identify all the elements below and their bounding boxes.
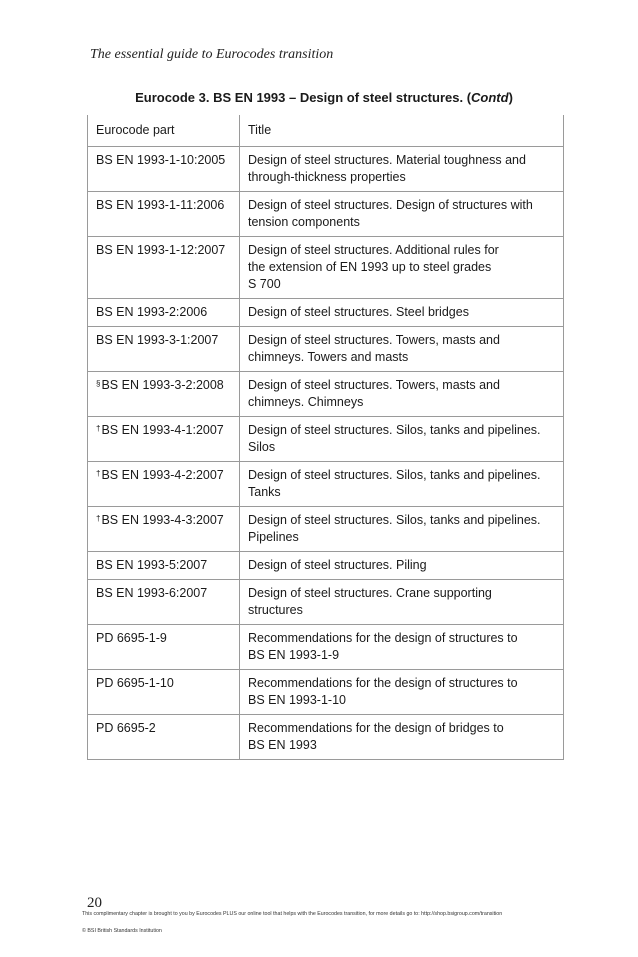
title-line: Design of steel structures. Piling <box>248 558 427 572</box>
cell-title <box>240 670 564 715</box>
title-line: Design of steel structures. Towers, masts and <box>248 378 500 392</box>
cell-eurocode-part <box>88 417 240 462</box>
eurocode-parts-table <box>87 115 564 760</box>
table-row <box>88 462 564 507</box>
footnote-mark: † <box>96 469 101 478</box>
part-code: BS EN 1993-3-1:2007 <box>96 333 219 347</box>
footnote-mark: † <box>96 424 101 433</box>
cell-eurocode-part <box>88 237 240 299</box>
title-line: Design of steel structures. Steel bridges <box>248 305 469 319</box>
title-line: the extension of EN 1993 up to steel grades <box>248 260 492 274</box>
header-title: Title <box>240 115 564 147</box>
table-caption <box>0 90 638 105</box>
table-row <box>88 372 564 417</box>
table-row <box>88 670 564 715</box>
part-code: PD 6695-2 <box>96 721 156 735</box>
part-code: BS EN 1993-2:2006 <box>96 305 208 319</box>
part-code: BS EN 1993-3-2:2008 <box>101 378 224 392</box>
cell-title <box>240 299 564 327</box>
title-line: Pipelines <box>248 530 299 544</box>
table-row <box>88 192 564 237</box>
table-row <box>88 625 564 670</box>
title-line: S 700 <box>248 277 281 291</box>
copyright-notice: © BSI British Standards Institution <box>82 928 162 934</box>
cell-title <box>240 237 564 299</box>
title-line: Recommendations for the design of bridges to <box>248 721 504 735</box>
title-line: Design of steel structures. Material toughness and <box>248 153 526 167</box>
title-line: Silos <box>248 440 276 454</box>
header-eurocode-part: Eurocode part <box>88 115 240 147</box>
title-line: through-thickness properties <box>248 170 406 184</box>
title-line: chimneys. Chimneys <box>248 395 364 409</box>
table-row <box>88 580 564 625</box>
title-line: Recommendations for the design of structures to <box>248 631 518 645</box>
cell-eurocode-part <box>88 462 240 507</box>
part-code: BS EN 1993-1-12:2007 <box>96 243 226 257</box>
table-row <box>88 552 564 580</box>
part-code: BS EN 1993-6:2007 <box>96 586 208 600</box>
cell-eurocode-part <box>88 147 240 192</box>
cell-title <box>240 715 564 760</box>
title-line: BS EN 1993-1-10 <box>248 693 346 707</box>
title-line: Design of steel structures. Silos, tanks and pipelines. <box>248 423 541 437</box>
title-line: Tanks <box>248 485 281 499</box>
cell-title <box>240 327 564 372</box>
title-line: Design of steel structures. Crane supporting <box>248 586 492 600</box>
part-code: BS EN 1993-5:2007 <box>96 558 208 572</box>
title-line: Recommendations for the design of structures to <box>248 676 518 690</box>
cell-eurocode-part <box>88 327 240 372</box>
title-line: Design of steel structures. Silos, tanks and pipelines. <box>248 468 541 482</box>
title-line: Design of steel structures. Design of structures with <box>248 198 533 212</box>
cell-eurocode-part <box>88 372 240 417</box>
cell-title <box>240 372 564 417</box>
page-number: 20 <box>87 895 102 911</box>
caption-italic: Contd <box>471 90 509 105</box>
table-row <box>88 715 564 760</box>
part-code: BS EN 1993-1-11:2006 <box>96 198 225 212</box>
cell-title <box>240 507 564 552</box>
cell-eurocode-part <box>88 670 240 715</box>
caption-tail: ) <box>508 90 513 105</box>
title-line: tension components <box>248 215 360 229</box>
cell-title <box>240 552 564 580</box>
table-header-row <box>88 115 564 147</box>
title-line: Design of steel structures. Additional rules for <box>248 243 499 257</box>
title-line: Design of steel structures. Silos, tanks and pipelines. <box>248 513 541 527</box>
cell-title <box>240 625 564 670</box>
cell-eurocode-part <box>88 715 240 760</box>
part-code: BS EN 1993-4-2:2007 <box>101 468 224 482</box>
part-code: BS EN 1993-1-10:2005 <box>96 153 226 167</box>
cell-eurocode-part <box>88 552 240 580</box>
table-body <box>88 147 564 760</box>
table-row <box>88 237 564 299</box>
cell-title <box>240 147 564 192</box>
running-head: The essential guide to Eurocodes transition <box>90 47 334 62</box>
title-line: BS EN 1993 <box>248 738 317 752</box>
part-code: PD 6695-1-9 <box>96 631 167 645</box>
title-line: BS EN 1993-1-9 <box>248 648 340 662</box>
table-row <box>88 147 564 192</box>
part-code: BS EN 1993-4-1:2007 <box>101 423 224 437</box>
cell-title <box>240 580 564 625</box>
title-line: Design of steel structures. Towers, masts and <box>248 333 500 347</box>
title-line: chimneys. Towers and masts <box>248 350 409 364</box>
cell-eurocode-part <box>88 192 240 237</box>
cell-eurocode-part <box>88 580 240 625</box>
cell-title <box>240 417 564 462</box>
cell-title <box>240 462 564 507</box>
part-code: PD 6695-1-10 <box>96 676 174 690</box>
footer-note: This complimentary chapter is brought to you by Eurocodes PLUS our online tool that helps with the Eurocodes transition, for more details go to: http://shop.bsigroup.com/transition <box>82 911 503 917</box>
caption-main: Eurocode 3. BS EN 1993 – Design of steel structures. ( <box>135 90 472 105</box>
table-row <box>88 299 564 327</box>
part-code: BS EN 1993-4-3:2007 <box>101 513 224 527</box>
cell-eurocode-part <box>88 299 240 327</box>
footnote-mark: † <box>96 514 101 523</box>
footnote-mark: § <box>96 379 101 388</box>
cell-eurocode-part <box>88 507 240 552</box>
title-line: structures <box>248 603 303 617</box>
table-row <box>88 507 564 552</box>
table-row <box>88 327 564 372</box>
table-row <box>88 417 564 462</box>
cell-title <box>240 192 564 237</box>
cell-eurocode-part <box>88 625 240 670</box>
